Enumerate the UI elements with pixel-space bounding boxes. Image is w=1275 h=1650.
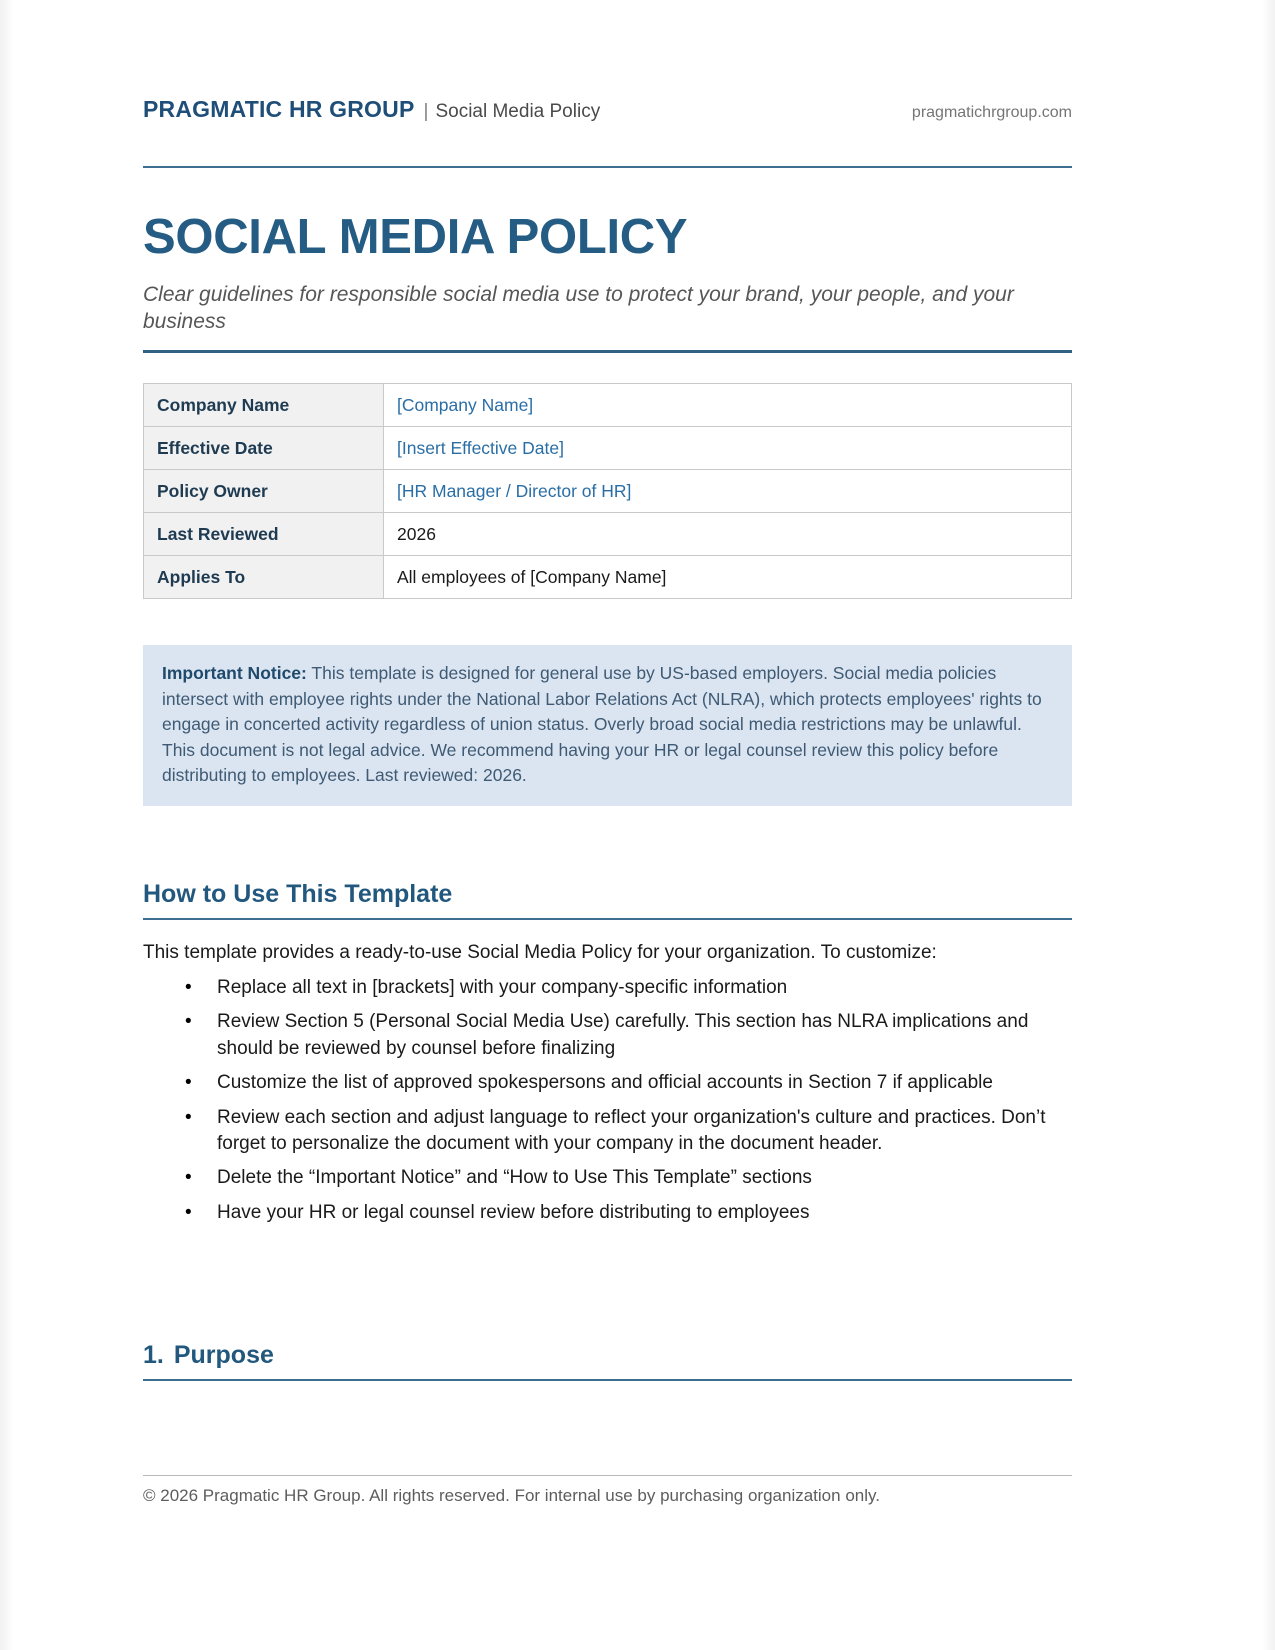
header-divider: [143, 166, 1072, 168]
how-to-use-intro: This template provides a ready-to-use Social Media Policy for your organization. To customize:: [143, 942, 937, 963]
table-row: [144, 470, 1072, 513]
footer-divider: [143, 1475, 1072, 1476]
section-title: How to Use This Template: [143, 880, 453, 908]
metadata-label-cell: Policy Owner: [144, 470, 384, 513]
section-number: 1.: [143, 1341, 164, 1369]
list-item: [143, 1009, 1072, 1062]
list-item-text: Review each section and adjust language to reflect your organization's culture and practices. Don’t forget to personalize the document with your company in the document header.: [217, 1106, 1046, 1155]
header-document-label: Social Media Policy: [435, 101, 601, 122]
bullet-marker-icon: •: [185, 1106, 192, 1128]
list-item-text: Replace all text in [brackets] with your company-specific information: [217, 977, 788, 998]
bullet-marker-icon: •: [185, 977, 192, 998]
title-block: [143, 212, 1072, 353]
list-item: [143, 975, 1072, 1001]
list-item: [143, 1200, 1072, 1226]
notice-label: Important Notice:: [162, 663, 307, 683]
list-item-text: Have your HR or legal counsel review before distributing to employees: [217, 1201, 810, 1223]
document-metadata-table: [143, 383, 1072, 599]
table-row: [144, 384, 1072, 427]
section-label: Purpose: [173, 1341, 274, 1369]
metadata-value-cell[interactable]: [Insert Effective Date]: [384, 427, 1072, 470]
list-item: [143, 1070, 1072, 1096]
metadata-label-cell: Applies To: [144, 556, 384, 599]
bullet-marker-icon: •: [185, 1167, 192, 1189]
bullet-marker-icon: •: [185, 1072, 192, 1094]
metadata-value-cell[interactable]: [HR Manager / Director of HR]: [384, 470, 1072, 513]
table-row: [144, 427, 1072, 470]
metadata-value-cell[interactable]: [Company Name]: [384, 384, 1072, 427]
page-subtitle: Clear guidelines for responsible social media use to protect your brand, your people, and your business: [143, 282, 1014, 334]
metadata-label-cell: Company Name: [144, 384, 384, 427]
table-row: [144, 513, 1072, 556]
table-row: [144, 556, 1072, 599]
page-title: SOCIAL MEDIA POLICY: [143, 210, 688, 264]
section-divider: [143, 1379, 1072, 1381]
brand-separator: |: [423, 101, 429, 122]
metadata-table-body: [144, 384, 1072, 599]
notice-body: This template is designed for general use by US-based employers. Social media policies intersect with employee rights under the National Labor Relations Act (NLRA), which protects employees' rights to engage in concerted activity regardless of union status. Overly broad social media restrictions may be unlawful. This document is not legal advice. We recommend having your HR or legal counsel review this policy before distributing to employees. Last reviewed: 2026.: [162, 663, 1042, 786]
bullet-marker-icon: •: [185, 1011, 192, 1033]
section-heading-purpose: [143, 1341, 1072, 1381]
metadata-value-cell[interactable]: 2026: [384, 513, 1072, 556]
title-divider: [143, 350, 1072, 353]
list-item: [143, 1165, 1072, 1191]
brand-name: PRAGMATIC HR GROUP: [143, 96, 415, 122]
list-item-text: Customize the list of approved spokespersons and official accounts in Section 7 if applicable: [217, 1072, 993, 1094]
section-heading-how-to-use: [143, 880, 1072, 920]
important-notice-box: [143, 645, 1072, 806]
footer-copyright: © 2026 Pragmatic HR Group. All rights reserved. For internal use by purchasing organization only.: [143, 1486, 880, 1505]
section-divider: [143, 918, 1072, 920]
list-item-text: Delete the “Important Notice” and “How to Use This Template” sections: [217, 1167, 812, 1189]
metadata-value-cell[interactable]: All employees of [Company Name]: [384, 556, 1072, 599]
bullet-marker-icon: •: [185, 1201, 192, 1223]
section-title: [143, 1341, 1072, 1379]
list-item-text: Review Section 5 (Personal Social Media Use) carefully. This section has NLRA implications and should be reviewed by counsel before finalizing: [217, 1011, 1029, 1059]
metadata-label-cell: Last Reviewed: [144, 513, 384, 556]
document-header: [143, 96, 1072, 123]
metadata-label-cell: Effective Date: [144, 427, 384, 470]
how-to-use-bullet-list: [143, 975, 1072, 1234]
site-url: pragmatichrgroup.com: [911, 104, 1072, 121]
list-item: [143, 1105, 1072, 1158]
brand-lockup: [143, 96, 600, 123]
